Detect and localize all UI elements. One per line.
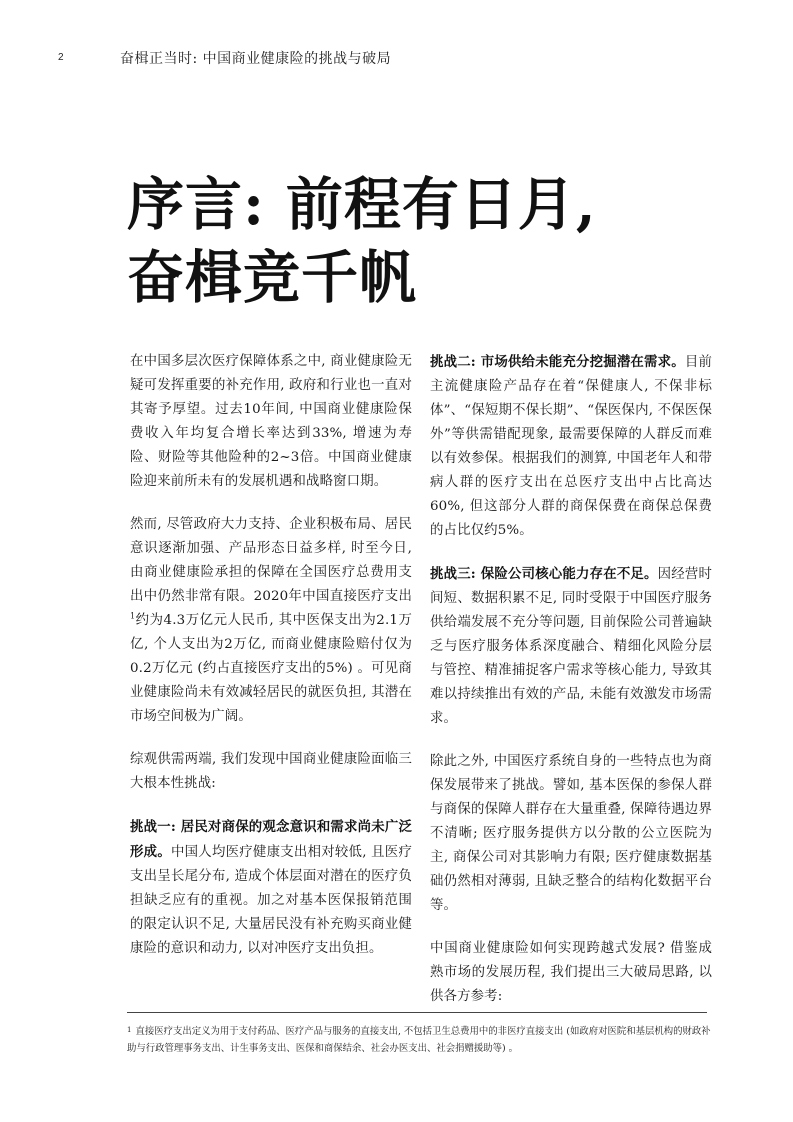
right-column: [430, 350, 712, 1028]
paragraph: 中国商业健康险如何实现跨越式发展? 借鉴成熟市场的发展历程, 我们提出三大破局思路, 以供各方参考:: [430, 941, 712, 1004]
chapter-title: [127, 168, 687, 314]
text-run: 约为4.3万亿元人民币, 其中医保支出为2.1万亿, 个人支出为2万亿, 而商业健康险赔付仅为0.2万亿元 (约占直接医疗支出的5%) 。可见商业健康险尚未有效减轻居民的就医负担, 其潜在市场空间极为广阔。: [130, 613, 412, 724]
page-number: 2: [58, 52, 64, 63]
paragraph: 综观供需两端, 我们发现中国商业健康险面临三大根本性挑战:: [130, 752, 412, 791]
challenge-body-1: 中国人均医疗健康支出相对较低, 且医疗支出呈长尾分布, 造成个体层面对潜在的医疗负担缺乏应有的重视。加之对基本医保报销范围的限定认识不足, 大量居民没有补充购买商业健康险的意识和动力, 以对冲医疗支出负担。: [130, 845, 412, 956]
chapter-title-line-1: 序言: 前程有日月,: [127, 171, 597, 238]
challenge-heading-2: 挑战二: 市场供给未能充分挖掘潜在需求。: [430, 354, 685, 370]
challenge-paragraph-3: [430, 562, 712, 731]
paragraph-with-footnote-ref: [130, 513, 412, 729]
text-run: 然而, 尽管政府大力支持、企业积极布局、居民意识逐渐加强、产品形态日益多样, 时至今日, 由商业健康险承担的保障在全国医疗总费用支出中仍然非常有限。2020年中国直接医疗支出: [130, 517, 412, 604]
challenge-heading-1: 挑战一: 居民对商保的观念意识和需求尚未广泛形成。: [130, 819, 412, 860]
footnote-divider: [127, 1012, 707, 1013]
challenge-body-3: 因经营时间短、数据积累不足, 同时受限于中国医疗服务供给端发展不充分等问题, 目前保险公司普遍缺乏与医疗服务体系深度融合、精细化风险分层与管控、精准捕捉客户需求等核心能力, 导致其难以持续推出有效的产品, 未能有效激发市场需求。: [430, 567, 712, 726]
footnote-mark: 1: [127, 1026, 132, 1034]
challenge-heading-3: 挑战三: 保险公司核心能力存在不足。: [430, 566, 658, 582]
challenge-body-2: 目前主流健康险产品存在着“保健康人, 不保非标体”、“保短期不保长期”、“保医保内, 不保医保外”等供需错配现象, 最需要保障的人群反而难以有效参保。根据我们的测算, 中国老年人和带病人群的医疗支出在总医疗支出中占比高达60%, 但这部分人群的商保保费在商保总保费的占比仅约5%。: [430, 355, 712, 538]
paragraph: 在中国多层次医疗保障体系之中, 商业健康险无疑可发挥重要的补充作用, 政府和行业也一直对其寄予厚望。过去10年间, 中国商业健康险保费收入年均复合增长率达到33%, 增速为寿险、财险等其他险种的2~3倍。中国商业健康险迎来前所未有的发展机遇和战略窗口期。: [130, 354, 412, 489]
challenge-paragraph-2: [430, 350, 712, 543]
left-column: [130, 350, 412, 980]
footnote-text: 直接医疗支出定义为用于支付药品、医疗产品与服务的直接支出, 不包括卫生总费用中的非医疗直接支出 (如政府对医院和基层机构的财政补助与行政管理事务支出、计生事务支出、医保和商保结余、社会办医支出、社会捐赠援助等) 。: [127, 1026, 711, 1054]
chapter-title-line-2: 奋楫竞千帆: [127, 244, 417, 311]
paragraph: 除此之外, 中国医疗系统自身的一些特点也为商保发展带来了挑战。譬如, 基本医保的参保人群与商保的保障人群存在大量重叠, 保障待遇边界不清晰; 医疗服务提供方以分散的公立医院为主, 商保公司对其影响力有限; 医疗健康数据基础仍然相对薄弱, 且缺乏整合的结构化数据平台等。: [430, 754, 712, 913]
footnote: [127, 1023, 713, 1057]
running-header-title: 奋楫正当时: 中国商业健康险的挑战与破局: [120, 51, 392, 67]
challenge-paragraph-1: [130, 815, 412, 961]
footnote-reference[interactable]: 1: [130, 611, 136, 621]
